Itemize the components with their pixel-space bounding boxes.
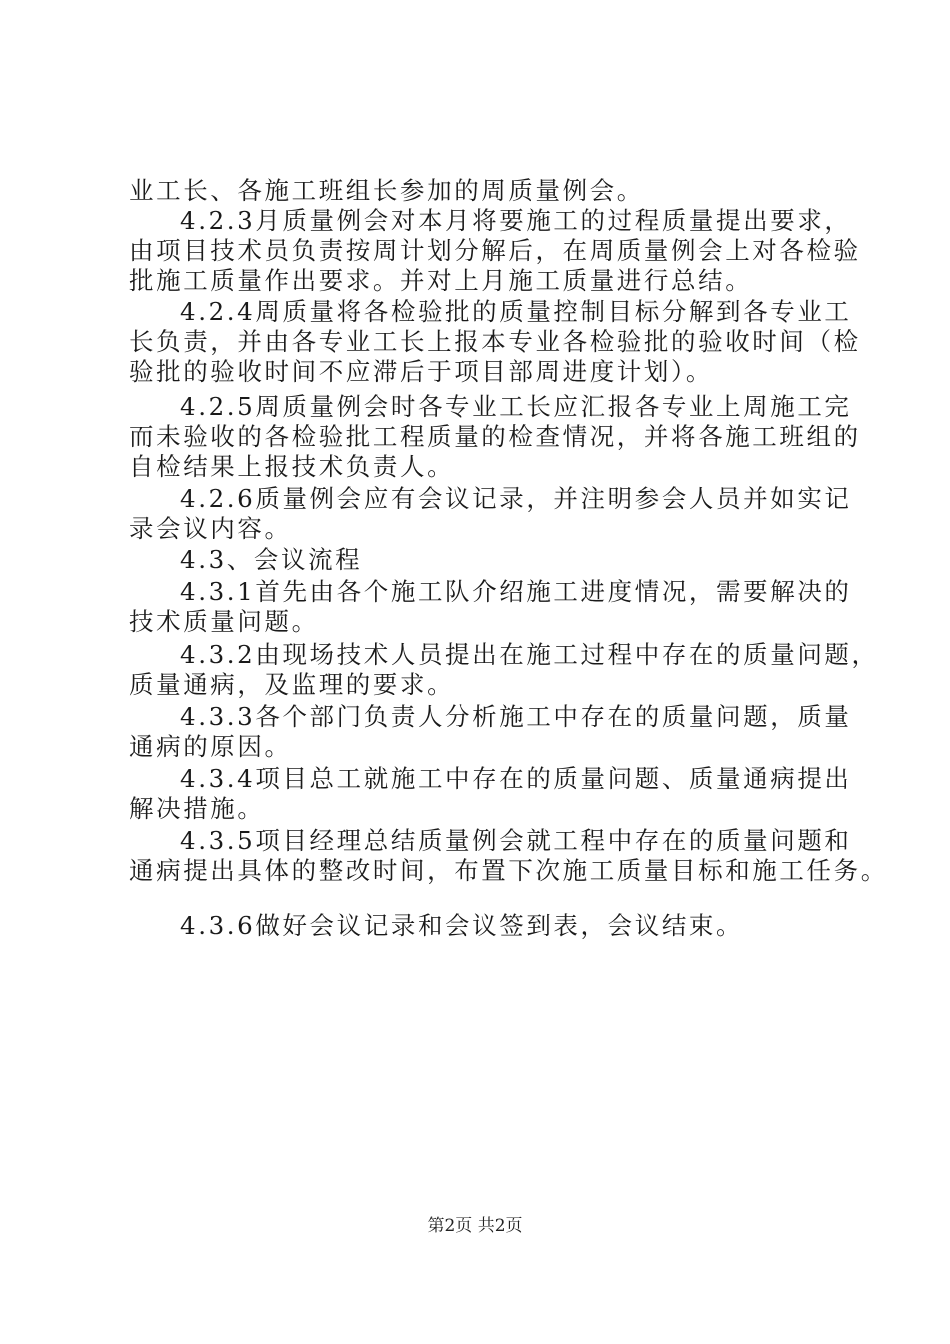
text-line: 质量通病，及监理的要求。 — [129, 670, 455, 699]
text-line: 4.3.4项目总工就施工中存在的质量问题、质量通病提出 — [180, 764, 852, 793]
text-line: 由项目技术员负责按周计划分解后，在周质量例会上对各检验 — [129, 236, 861, 265]
text-line: 4.3.6做好会议记录和会议签到表，会议结束。 — [180, 911, 744, 940]
section-heading: 4.3、会议流程 — [180, 545, 363, 574]
text-line: 业工长、各施工班组长参加的周质量例会。 — [129, 176, 644, 205]
page-number-footer: 第2页 共2页 — [427, 1216, 523, 1236]
text-line: 4.3.1首先由各个施工队介绍施工进度情况，需要解决的 — [180, 577, 852, 606]
text-line: 4.2.4周质量将各检验批的质量控制目标分解到各专业工 — [180, 297, 852, 326]
text-line: 批施工质量作出要求。并对上月施工质量进行总结。 — [129, 266, 753, 295]
text-line: 而未验收的各检验批工程质量的检查情况，并将各施工班组的 — [129, 422, 861, 451]
text-line: 技术质量问题。 — [129, 607, 319, 636]
text-line: 验批的验收时间不应滞后于项目部周进度计划）。 — [129, 357, 713, 386]
text-line: 4.3.2由现场技术人员提出在施工过程中存在的质量问题， — [180, 640, 879, 669]
text-line: 4.3.5项目经理总结质量例会就工程中存在的质量问题和 — [180, 826, 852, 855]
text-line: 自检结果上报技术负责人。 — [129, 452, 455, 481]
text-line: 4.2.5周质量例会时各专业工长应汇报各专业上周施工完 — [180, 392, 852, 421]
text-line: 解决措施。 — [129, 794, 265, 823]
text-line: 长负责，并由各专业工长上报本专业各检验批的验收时间（检 — [129, 327, 861, 356]
text-line: 通病提出具体的整改时间，布置下次施工质量目标和施工任务。 — [129, 856, 888, 885]
text-line: 4.2.6质量例会应有会议记录，并注明参会人员并如实记 — [180, 484, 852, 513]
text-line: 录会议内容。 — [129, 514, 292, 543]
text-line: 通病的原因。 — [129, 732, 292, 761]
text-line: 4.3.3各个部门负责人分析施工中存在的质量问题，质量 — [180, 702, 852, 731]
text-line: 4.2.3月质量例会对本月将要施工的过程质量提出要求， — [180, 206, 852, 235]
